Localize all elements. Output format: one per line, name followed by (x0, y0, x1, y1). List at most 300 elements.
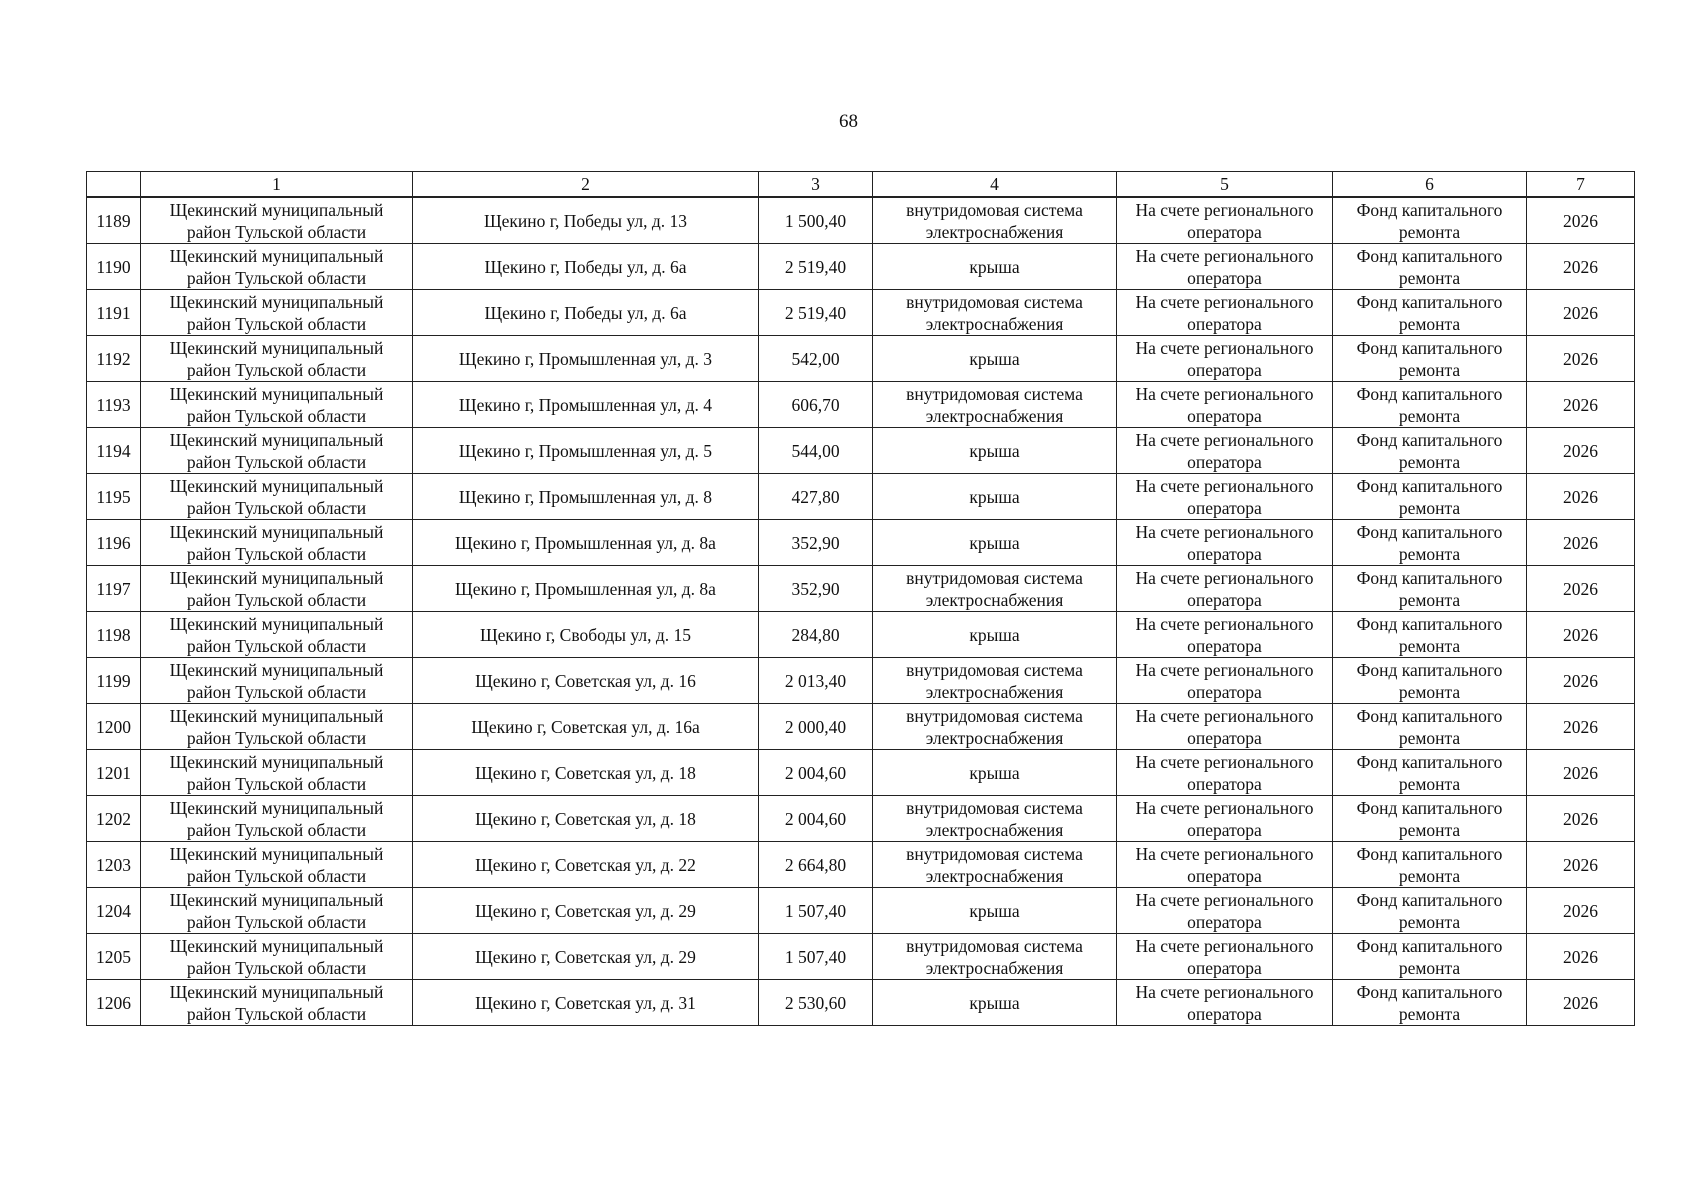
district-cell (141, 934, 413, 980)
account-cell (1117, 336, 1333, 382)
district-cell-line-1: Щекинский муниципальный (169, 475, 384, 496)
table-row (87, 980, 1635, 1026)
row-number-cell: 1199 (87, 658, 141, 704)
district-cell-line-1: Щекинский муниципальный (169, 935, 384, 956)
year-cell: 2026 (1527, 658, 1635, 704)
area-cell: 2 013,40 (759, 658, 873, 704)
district-cell-line-2: район Тульской области (186, 681, 367, 702)
district-cell-line-1: Щекинский муниципальный (169, 199, 384, 220)
year-cell: 2026 (1527, 244, 1635, 290)
work-type-cell (873, 934, 1117, 980)
fund-cell-line-2: ремонта (1398, 359, 1461, 380)
fund-cell-line-1: Фонд капитального (1356, 199, 1503, 220)
row-number-cell: 1195 (87, 474, 141, 520)
account-cell-line-1: На счете регионального (1135, 245, 1314, 266)
table-row (87, 888, 1635, 934)
account-cell-line-1: На счете регионального (1135, 935, 1314, 956)
fund-cell (1333, 888, 1527, 934)
fund-cell-line-2: ремонта (1398, 773, 1461, 794)
district-cell-line-1: Щекинский муниципальный (169, 843, 384, 864)
work-type-cell (873, 750, 1117, 796)
district-cell-line-2: район Тульской области (186, 405, 367, 426)
account-cell-line-2: оператора (1187, 957, 1262, 978)
fund-cell-line-1: Фонд капитального (1356, 751, 1503, 772)
year-cell: 2026 (1527, 290, 1635, 336)
year-cell: 2026 (1527, 980, 1635, 1026)
account-cell (1117, 658, 1333, 704)
address-cell: Щекино г, Советская ул, д. 18 (413, 750, 759, 796)
fund-cell-line-2: ремонта (1398, 865, 1461, 886)
account-cell-line-2: оператора (1187, 727, 1262, 748)
table-row (87, 796, 1635, 842)
account-cell-line-2: оператора (1187, 773, 1262, 794)
district-cell-line-1: Щекинский муниципальный (169, 291, 384, 312)
district-cell (141, 980, 413, 1026)
area-cell: 2 519,40 (759, 290, 873, 336)
account-cell-line-2: оператора (1187, 911, 1262, 932)
year-cell: 2026 (1527, 336, 1635, 382)
fund-cell-line-2: ремонта (1398, 405, 1461, 426)
row-number-cell: 1203 (87, 842, 141, 888)
district-cell (141, 428, 413, 474)
district-cell-line-1: Щекинский муниципальный (169, 797, 384, 818)
work-type-cell (873, 382, 1117, 428)
address-cell: Щекино г, Промышленная ул, д. 8а (413, 566, 759, 612)
row-number-cell: 1205 (87, 934, 141, 980)
work-type-cell (873, 612, 1117, 658)
account-cell-line-1: На счете регионального (1135, 705, 1314, 726)
row-number-cell: 1202 (87, 796, 141, 842)
area-cell: 544,00 (759, 428, 873, 474)
fund-cell-line-1: Фонд капитального (1356, 337, 1503, 358)
account-cell-line-2: оператора (1187, 497, 1262, 518)
year-cell: 2026 (1527, 750, 1635, 796)
district-cell-line-2: район Тульской области (186, 819, 367, 840)
district-cell-line-2: район Тульской области (186, 957, 367, 978)
fund-cell (1333, 750, 1527, 796)
district-cell (141, 658, 413, 704)
work-type-cell (873, 842, 1117, 888)
account-cell-line-2: оператора (1187, 221, 1262, 242)
work-type-cell-line-1: крыша (969, 532, 1020, 553)
fund-cell (1333, 428, 1527, 474)
fund-cell (1333, 244, 1527, 290)
repair-register-table (86, 171, 1635, 1026)
work-type-cell-line-2: электроснабжения (925, 727, 1064, 748)
fund-cell-line-2: ремонта (1398, 221, 1461, 242)
address-cell: Щекино г, Промышленная ул, д. 4 (413, 382, 759, 428)
table-row (87, 658, 1635, 704)
table-row (87, 428, 1635, 474)
fund-cell-line-2: ремонта (1398, 267, 1461, 288)
fund-cell (1333, 474, 1527, 520)
account-cell-line-2: оператора (1187, 681, 1262, 702)
fund-cell-line-2: ремонта (1398, 635, 1461, 656)
table-row (87, 750, 1635, 796)
area-cell: 2 000,40 (759, 704, 873, 750)
account-cell-line-1: На счете регионального (1135, 337, 1314, 358)
district-cell-line-1: Щекинский муниципальный (169, 659, 384, 680)
district-cell-line-1: Щекинский муниципальный (169, 245, 384, 266)
work-type-cell-line-2: электроснабжения (925, 589, 1064, 610)
fund-cell-line-1: Фонд капитального (1356, 383, 1503, 404)
work-type-cell (873, 566, 1117, 612)
district-cell-line-2: район Тульской области (186, 589, 367, 610)
table-row (87, 290, 1635, 336)
district-cell-line-1: Щекинский муниципальный (169, 751, 384, 772)
account-cell-line-1: На счете регионального (1135, 797, 1314, 818)
work-type-cell-line-2: электроснабжения (925, 819, 1064, 840)
address-cell: Щекино г, Советская ул, д. 29 (413, 888, 759, 934)
row-number-cell: 1206 (87, 980, 141, 1026)
address-cell: Щекино г, Советская ул, д. 16 (413, 658, 759, 704)
fund-cell-line-1: Фонд капитального (1356, 981, 1503, 1002)
district-cell-line-2: район Тульской области (186, 359, 367, 380)
account-cell-line-2: оператора (1187, 635, 1262, 656)
area-cell: 2 664,80 (759, 842, 873, 888)
work-type-cell (873, 980, 1117, 1026)
row-number-cell: 1204 (87, 888, 141, 934)
area-cell: 284,80 (759, 612, 873, 658)
table-row (87, 382, 1635, 428)
area-cell: 2 530,60 (759, 980, 873, 1026)
fund-cell-line-1: Фонд капитального (1356, 889, 1503, 910)
district-cell (141, 704, 413, 750)
account-cell-line-2: оператора (1187, 313, 1262, 334)
work-type-cell (873, 336, 1117, 382)
year-cell: 2026 (1527, 474, 1635, 520)
fund-cell-line-1: Фонд капитального (1356, 521, 1503, 542)
district-cell-line-2: район Тульской области (186, 221, 367, 242)
year-cell: 2026 (1527, 796, 1635, 842)
work-type-cell-line-2: электроснабжения (925, 221, 1064, 242)
row-number-cell: 1193 (87, 382, 141, 428)
work-type-cell (873, 474, 1117, 520)
fund-cell-line-2: ремонта (1398, 543, 1461, 564)
row-number-cell: 1196 (87, 520, 141, 566)
fund-cell-line-2: ремонта (1398, 727, 1461, 748)
fund-cell (1333, 796, 1527, 842)
work-type-cell-line-1: крыша (969, 486, 1020, 507)
fund-cell-line-1: Фонд капитального (1356, 797, 1503, 818)
address-cell: Щекино г, Советская ул, д. 18 (413, 796, 759, 842)
header-cell-2: 2 (413, 172, 759, 198)
account-cell-line-2: оператора (1187, 359, 1262, 380)
district-cell (141, 796, 413, 842)
district-cell-line-2: район Тульской области (186, 497, 367, 518)
fund-cell-line-2: ремонта (1398, 497, 1461, 518)
area-cell: 352,90 (759, 566, 873, 612)
account-cell (1117, 197, 1333, 244)
work-type-cell-line-2: электроснабжения (925, 405, 1064, 426)
fund-cell (1333, 566, 1527, 612)
district-cell-line-1: Щекинский муниципальный (169, 521, 384, 542)
fund-cell-line-2: ремонта (1398, 313, 1461, 334)
table-row (87, 704, 1635, 750)
account-cell (1117, 474, 1333, 520)
work-type-cell-line-1: крыша (969, 762, 1020, 783)
fund-cell-line-1: Фонд капитального (1356, 567, 1503, 588)
row-number-cell: 1190 (87, 244, 141, 290)
account-cell-line-1: На счете регионального (1135, 613, 1314, 634)
district-cell (141, 382, 413, 428)
work-type-cell-line-1: внутридомовая система (906, 383, 1083, 404)
fund-cell (1333, 290, 1527, 336)
account-cell (1117, 244, 1333, 290)
fund-cell-line-1: Фонд капитального (1356, 705, 1503, 726)
account-cell (1117, 612, 1333, 658)
district-cell (141, 842, 413, 888)
work-type-cell (873, 796, 1117, 842)
row-number-cell: 1191 (87, 290, 141, 336)
district-cell-line-1: Щекинский муниципальный (169, 889, 384, 910)
fund-cell-line-2: ремонта (1398, 1003, 1461, 1024)
account-cell (1117, 934, 1333, 980)
year-cell: 2026 (1527, 520, 1635, 566)
fund-cell (1333, 934, 1527, 980)
account-cell-line-2: оператора (1187, 589, 1262, 610)
account-cell-line-1: На счете регионального (1135, 291, 1314, 312)
fund-cell-line-1: Фонд капитального (1356, 429, 1503, 450)
account-cell (1117, 566, 1333, 612)
account-cell-line-1: На счете регионального (1135, 567, 1314, 588)
fund-cell (1333, 658, 1527, 704)
fund-cell-line-2: ремонта (1398, 451, 1461, 472)
work-type-cell-line-1: крыша (969, 256, 1020, 277)
row-number-cell: 1194 (87, 428, 141, 474)
account-cell (1117, 980, 1333, 1026)
year-cell: 2026 (1527, 842, 1635, 888)
work-type-cell-line-2: электроснабжения (925, 865, 1064, 886)
district-cell-line-1: Щекинский муниципальный (169, 981, 384, 1002)
account-cell (1117, 796, 1333, 842)
district-cell-line-1: Щекинский муниципальный (169, 429, 384, 450)
year-cell: 2026 (1527, 612, 1635, 658)
address-cell: Щекино г, Промышленная ул, д. 8а (413, 520, 759, 566)
work-type-cell-line-1: внутридомовая система (906, 567, 1083, 588)
area-cell: 1 507,40 (759, 888, 873, 934)
year-cell: 2026 (1527, 382, 1635, 428)
address-cell: Щекино г, Промышленная ул, д. 5 (413, 428, 759, 474)
district-cell (141, 290, 413, 336)
district-cell (141, 750, 413, 796)
work-type-cell-line-1: внутридомовая система (906, 291, 1083, 312)
work-type-cell (873, 520, 1117, 566)
account-cell-line-1: На счете регионального (1135, 751, 1314, 772)
account-cell (1117, 520, 1333, 566)
account-cell-line-2: оператора (1187, 405, 1262, 426)
fund-cell (1333, 842, 1527, 888)
district-cell-line-1: Щекинский муниципальный (169, 705, 384, 726)
area-cell: 1 507,40 (759, 934, 873, 980)
area-cell: 2 519,40 (759, 244, 873, 290)
district-cell-line-2: район Тульской области (186, 1003, 367, 1024)
row-number-cell: 1201 (87, 750, 141, 796)
account-cell-line-1: На счете регионального (1135, 199, 1314, 220)
account-cell-line-2: оператора (1187, 865, 1262, 886)
work-type-cell-line-1: внутридомовая система (906, 659, 1083, 680)
account-cell-line-1: На счете регионального (1135, 521, 1314, 542)
area-cell: 1 500,40 (759, 197, 873, 244)
work-type-cell-line-1: внутридомовая система (906, 843, 1083, 864)
header-cell-7: 7 (1527, 172, 1635, 198)
work-type-cell-line-1: крыша (969, 348, 1020, 369)
district-cell-line-1: Щекинский муниципальный (169, 337, 384, 358)
column-number-header-row (87, 172, 1635, 198)
fund-cell (1333, 980, 1527, 1026)
year-cell: 2026 (1527, 934, 1635, 980)
account-cell-line-2: оператора (1187, 267, 1262, 288)
district-cell-line-1: Щекинский муниципальный (169, 567, 384, 588)
district-cell-line-2: район Тульской области (186, 451, 367, 472)
fund-cell (1333, 336, 1527, 382)
district-cell (141, 612, 413, 658)
account-cell (1117, 290, 1333, 336)
address-cell: Щекино г, Победы ул, д. 13 (413, 197, 759, 244)
table-row (87, 244, 1635, 290)
district-cell (141, 520, 413, 566)
fund-cell-line-1: Фонд капитального (1356, 245, 1503, 266)
fund-cell (1333, 520, 1527, 566)
address-cell: Щекино г, Промышленная ул, д. 8 (413, 474, 759, 520)
work-type-cell-line-2: электроснабжения (925, 313, 1064, 334)
work-type-cell-line-1: внутридомовая система (906, 705, 1083, 726)
year-cell: 2026 (1527, 566, 1635, 612)
address-cell: Щекино г, Советская ул, д. 29 (413, 934, 759, 980)
work-type-cell (873, 888, 1117, 934)
work-type-cell (873, 197, 1117, 244)
fund-cell (1333, 704, 1527, 750)
work-type-cell-line-1: внутридомовая система (906, 797, 1083, 818)
work-type-cell (873, 428, 1117, 474)
page-number: 68 (839, 111, 858, 132)
work-type-cell-line-1: внутридомовая система (906, 199, 1083, 220)
header-cell-3: 3 (759, 172, 873, 198)
address-cell: Щекино г, Победы ул, д. 6а (413, 244, 759, 290)
table-row (87, 197, 1635, 244)
district-cell (141, 474, 413, 520)
year-cell: 2026 (1527, 428, 1635, 474)
district-cell (141, 336, 413, 382)
address-cell: Щекино г, Советская ул, д. 31 (413, 980, 759, 1026)
header-cell-row-number (87, 172, 141, 198)
row-number-cell: 1189 (87, 197, 141, 244)
header-cell-4: 4 (873, 172, 1117, 198)
district-cell-line-2: район Тульской области (186, 911, 367, 932)
address-cell: Щекино г, Советская ул, д. 16а (413, 704, 759, 750)
year-cell: 2026 (1527, 704, 1635, 750)
work-type-cell-line-1: крыша (969, 900, 1020, 921)
district-cell (141, 566, 413, 612)
row-number-cell: 1198 (87, 612, 141, 658)
account-cell (1117, 888, 1333, 934)
account-cell-line-1: На счете регионального (1135, 475, 1314, 496)
fund-cell-line-1: Фонд капитального (1356, 475, 1503, 496)
table-row (87, 336, 1635, 382)
district-cell-line-2: район Тульской области (186, 267, 367, 288)
account-cell (1117, 428, 1333, 474)
district-cell-line-1: Щекинский муниципальный (169, 383, 384, 404)
account-cell-line-2: оператора (1187, 451, 1262, 472)
account-cell-line-2: оператора (1187, 543, 1262, 564)
account-cell-line-2: оператора (1187, 819, 1262, 840)
district-cell-line-2: район Тульской области (186, 313, 367, 334)
fund-cell-line-2: ремонта (1398, 819, 1461, 840)
work-type-cell-line-1: крыша (969, 624, 1020, 645)
address-cell: Щекино г, Советская ул, д. 22 (413, 842, 759, 888)
area-cell: 542,00 (759, 336, 873, 382)
table-row (87, 566, 1635, 612)
row-number-cell: 1200 (87, 704, 141, 750)
district-cell-line-2: район Тульской области (186, 727, 367, 748)
address-cell: Щекино г, Победы ул, д. 6а (413, 290, 759, 336)
work-type-cell-line-1: внутридомовая система (906, 935, 1083, 956)
fund-cell-line-1: Фонд капитального (1356, 613, 1503, 634)
year-cell: 2026 (1527, 197, 1635, 244)
header-cell-5: 5 (1117, 172, 1333, 198)
fund-cell (1333, 197, 1527, 244)
work-type-cell-line-2: электроснабжения (925, 681, 1064, 702)
fund-cell-line-2: ремонта (1398, 957, 1461, 978)
fund-cell-line-1: Фонд капитального (1356, 659, 1503, 680)
work-type-cell (873, 658, 1117, 704)
table-row (87, 934, 1635, 980)
account-cell (1117, 750, 1333, 796)
district-cell (141, 888, 413, 934)
area-cell: 606,70 (759, 382, 873, 428)
work-type-cell-line-1: крыша (969, 992, 1020, 1013)
fund-cell-line-1: Фонд капитального (1356, 843, 1503, 864)
fund-cell (1333, 612, 1527, 658)
account-cell (1117, 704, 1333, 750)
district-cell (141, 197, 413, 244)
district-cell-line-1: Щекинский муниципальный (169, 613, 384, 634)
fund-cell-line-2: ремонта (1398, 681, 1461, 702)
header-cell-6: 6 (1333, 172, 1527, 198)
fund-cell-line-1: Фонд капитального (1356, 935, 1503, 956)
fund-cell-line-2: ремонта (1398, 911, 1461, 932)
fund-cell (1333, 382, 1527, 428)
table-row (87, 612, 1635, 658)
district-cell-line-2: район Тульской области (186, 865, 367, 886)
work-type-cell (873, 290, 1117, 336)
row-number-cell: 1192 (87, 336, 141, 382)
fund-cell-line-2: ремонта (1398, 589, 1461, 610)
district-cell-line-2: район Тульской области (186, 543, 367, 564)
address-cell: Щекино г, Свободы ул, д. 15 (413, 612, 759, 658)
table-row (87, 842, 1635, 888)
district-cell (141, 244, 413, 290)
account-cell-line-2: оператора (1187, 1003, 1262, 1024)
account-cell-line-1: На счете регионального (1135, 383, 1314, 404)
table-row (87, 474, 1635, 520)
area-cell: 427,80 (759, 474, 873, 520)
address-cell: Щекино г, Промышленная ул, д. 3 (413, 336, 759, 382)
account-cell-line-1: На счете регионального (1135, 843, 1314, 864)
account-cell-line-1: На счете регионального (1135, 889, 1314, 910)
header-cell-1: 1 (141, 172, 413, 198)
work-type-cell-line-1: крыша (969, 440, 1020, 461)
account-cell-line-1: На счете регионального (1135, 429, 1314, 450)
area-cell: 352,90 (759, 520, 873, 566)
work-type-cell (873, 704, 1117, 750)
account-cell (1117, 842, 1333, 888)
work-type-cell (873, 244, 1117, 290)
table-body (87, 197, 1635, 1026)
account-cell-line-1: На счете регионального (1135, 981, 1314, 1002)
district-cell-line-2: район Тульской области (186, 773, 367, 794)
year-cell: 2026 (1527, 888, 1635, 934)
